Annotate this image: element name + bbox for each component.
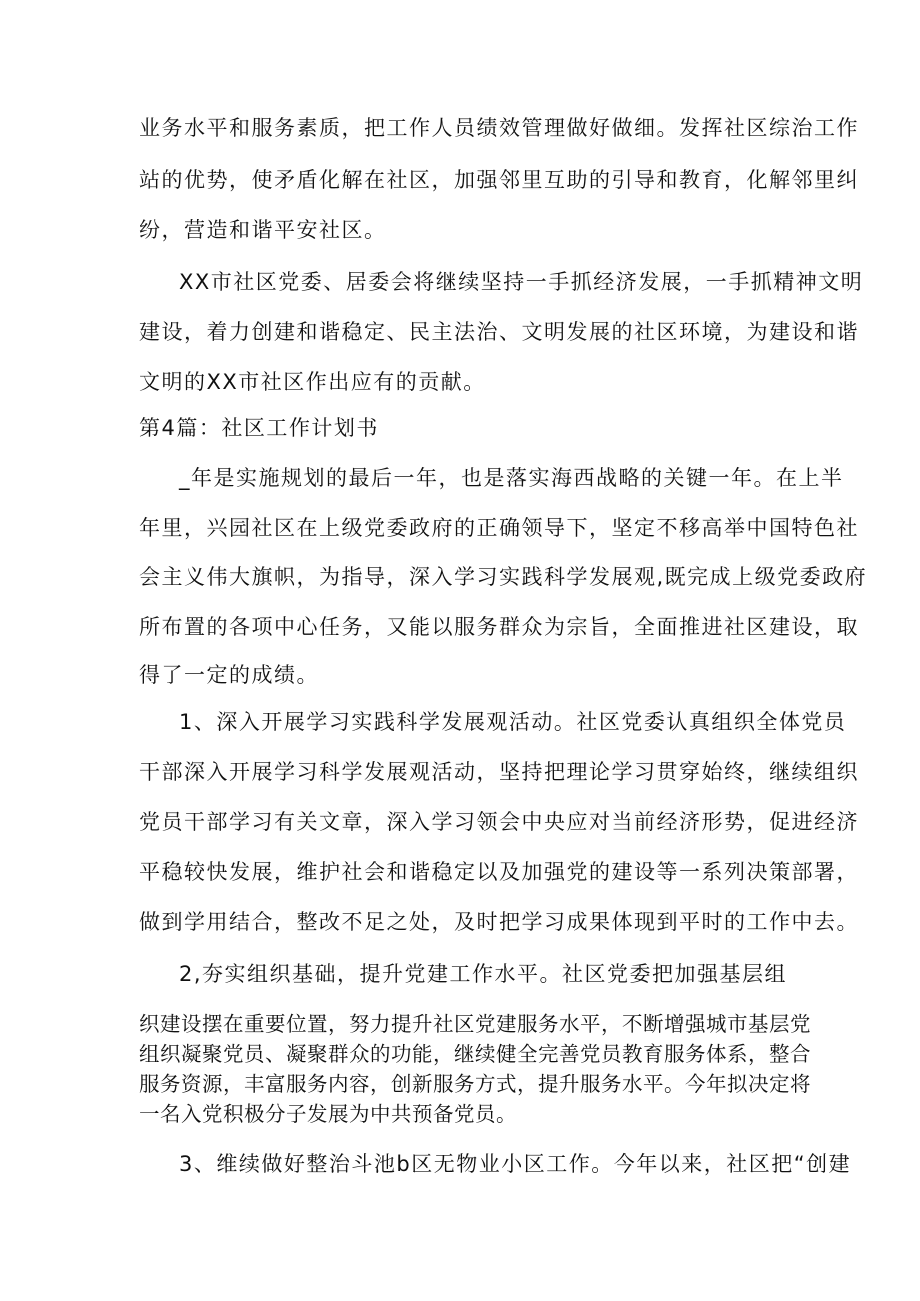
paragraph-line: 平稳较快发展，维护社会和谐稳定以及加强党的建设等一系列决策部署， [139, 860, 859, 884]
section-heading: 第4篇：社区工作计划书 [139, 416, 379, 440]
paragraph-line: 建设，着力创建和谐稳定、民主法治、文明发展的社区环境，为建设和谐 [139, 320, 859, 344]
paragraph-line: 得了一定的成绩。 [139, 663, 319, 687]
paragraph-line: 会主义伟大旗帜，为指导，深入学习实践科学发展观,既完成上级党委政府 [139, 565, 868, 589]
paragraph-line: XX市社区党委、居委会将继续坚持一手抓经济发展，一手抓精神文明 [179, 270, 864, 294]
paragraph-line: 组织凝聚党员、凝聚群众的功能，继续健全完善党员教育服务体系，整合 [139, 1042, 811, 1066]
paragraph-line: 业务水平和服务素质，把工作人员绩效管理做好做细。发挥社区综治工作 [139, 116, 859, 140]
paragraph-line: 一名入党积极分子发展为中共预备党员。 [139, 1102, 517, 1126]
paragraph-line: 做到学用结合，整改不足之处，及时把学习成果体现到平时的工作中去。 [139, 910, 859, 934]
paragraph-line: 文明的XX市社区作出应有的贡献。 [139, 370, 486, 394]
paragraph-line: 干部深入开展学习科学发展观活动，坚持把理论学习贯穿始终，继续组织 [139, 760, 859, 784]
paragraph-line: 服务资源，丰富服务内容，创新服务方式，提升服务水平。今年拟决定将 [139, 1072, 811, 1096]
paragraph-line: 纷，营造和谐平安社区。 [139, 218, 387, 242]
paragraph-line: 织建设摆在重要位置，努力提升社区党建服务水平，不断增强城市基层党 [139, 1012, 811, 1036]
paragraph-line: 年里，兴园社区在上级党委政府的正确领导下，坚定不移高举中国特色社 [139, 516, 859, 540]
paragraph-line: 党员干部学习有关文章，深入学习领会中央应对当前经济形势，促进经济 [139, 810, 859, 834]
paragraph-line: _年是实施规划的最后一年，也是落实海西战略的关键一年。在上半 [179, 466, 844, 490]
paragraph-line: 站的优势，使矛盾化解在社区，加强邻里互助的引导和教育，化解邻里纠 [139, 168, 859, 192]
paragraph-line: 2,夯实组织基础，提升党建工作水平。社区党委把加强基层组 [179, 962, 788, 986]
paragraph-line: 所布置的各项中心任务，又能以服务群众为宗旨，全面推进社区建设，取 [139, 615, 859, 639]
paragraph-line: 3、维续做好整治斗池b区无物业小区工作。今年以来，社区把“创建 [179, 1152, 852, 1176]
paragraph-line: 1、深入开展学习实践科学发展观活动。社区党委认真组织全体党员 [179, 710, 847, 734]
